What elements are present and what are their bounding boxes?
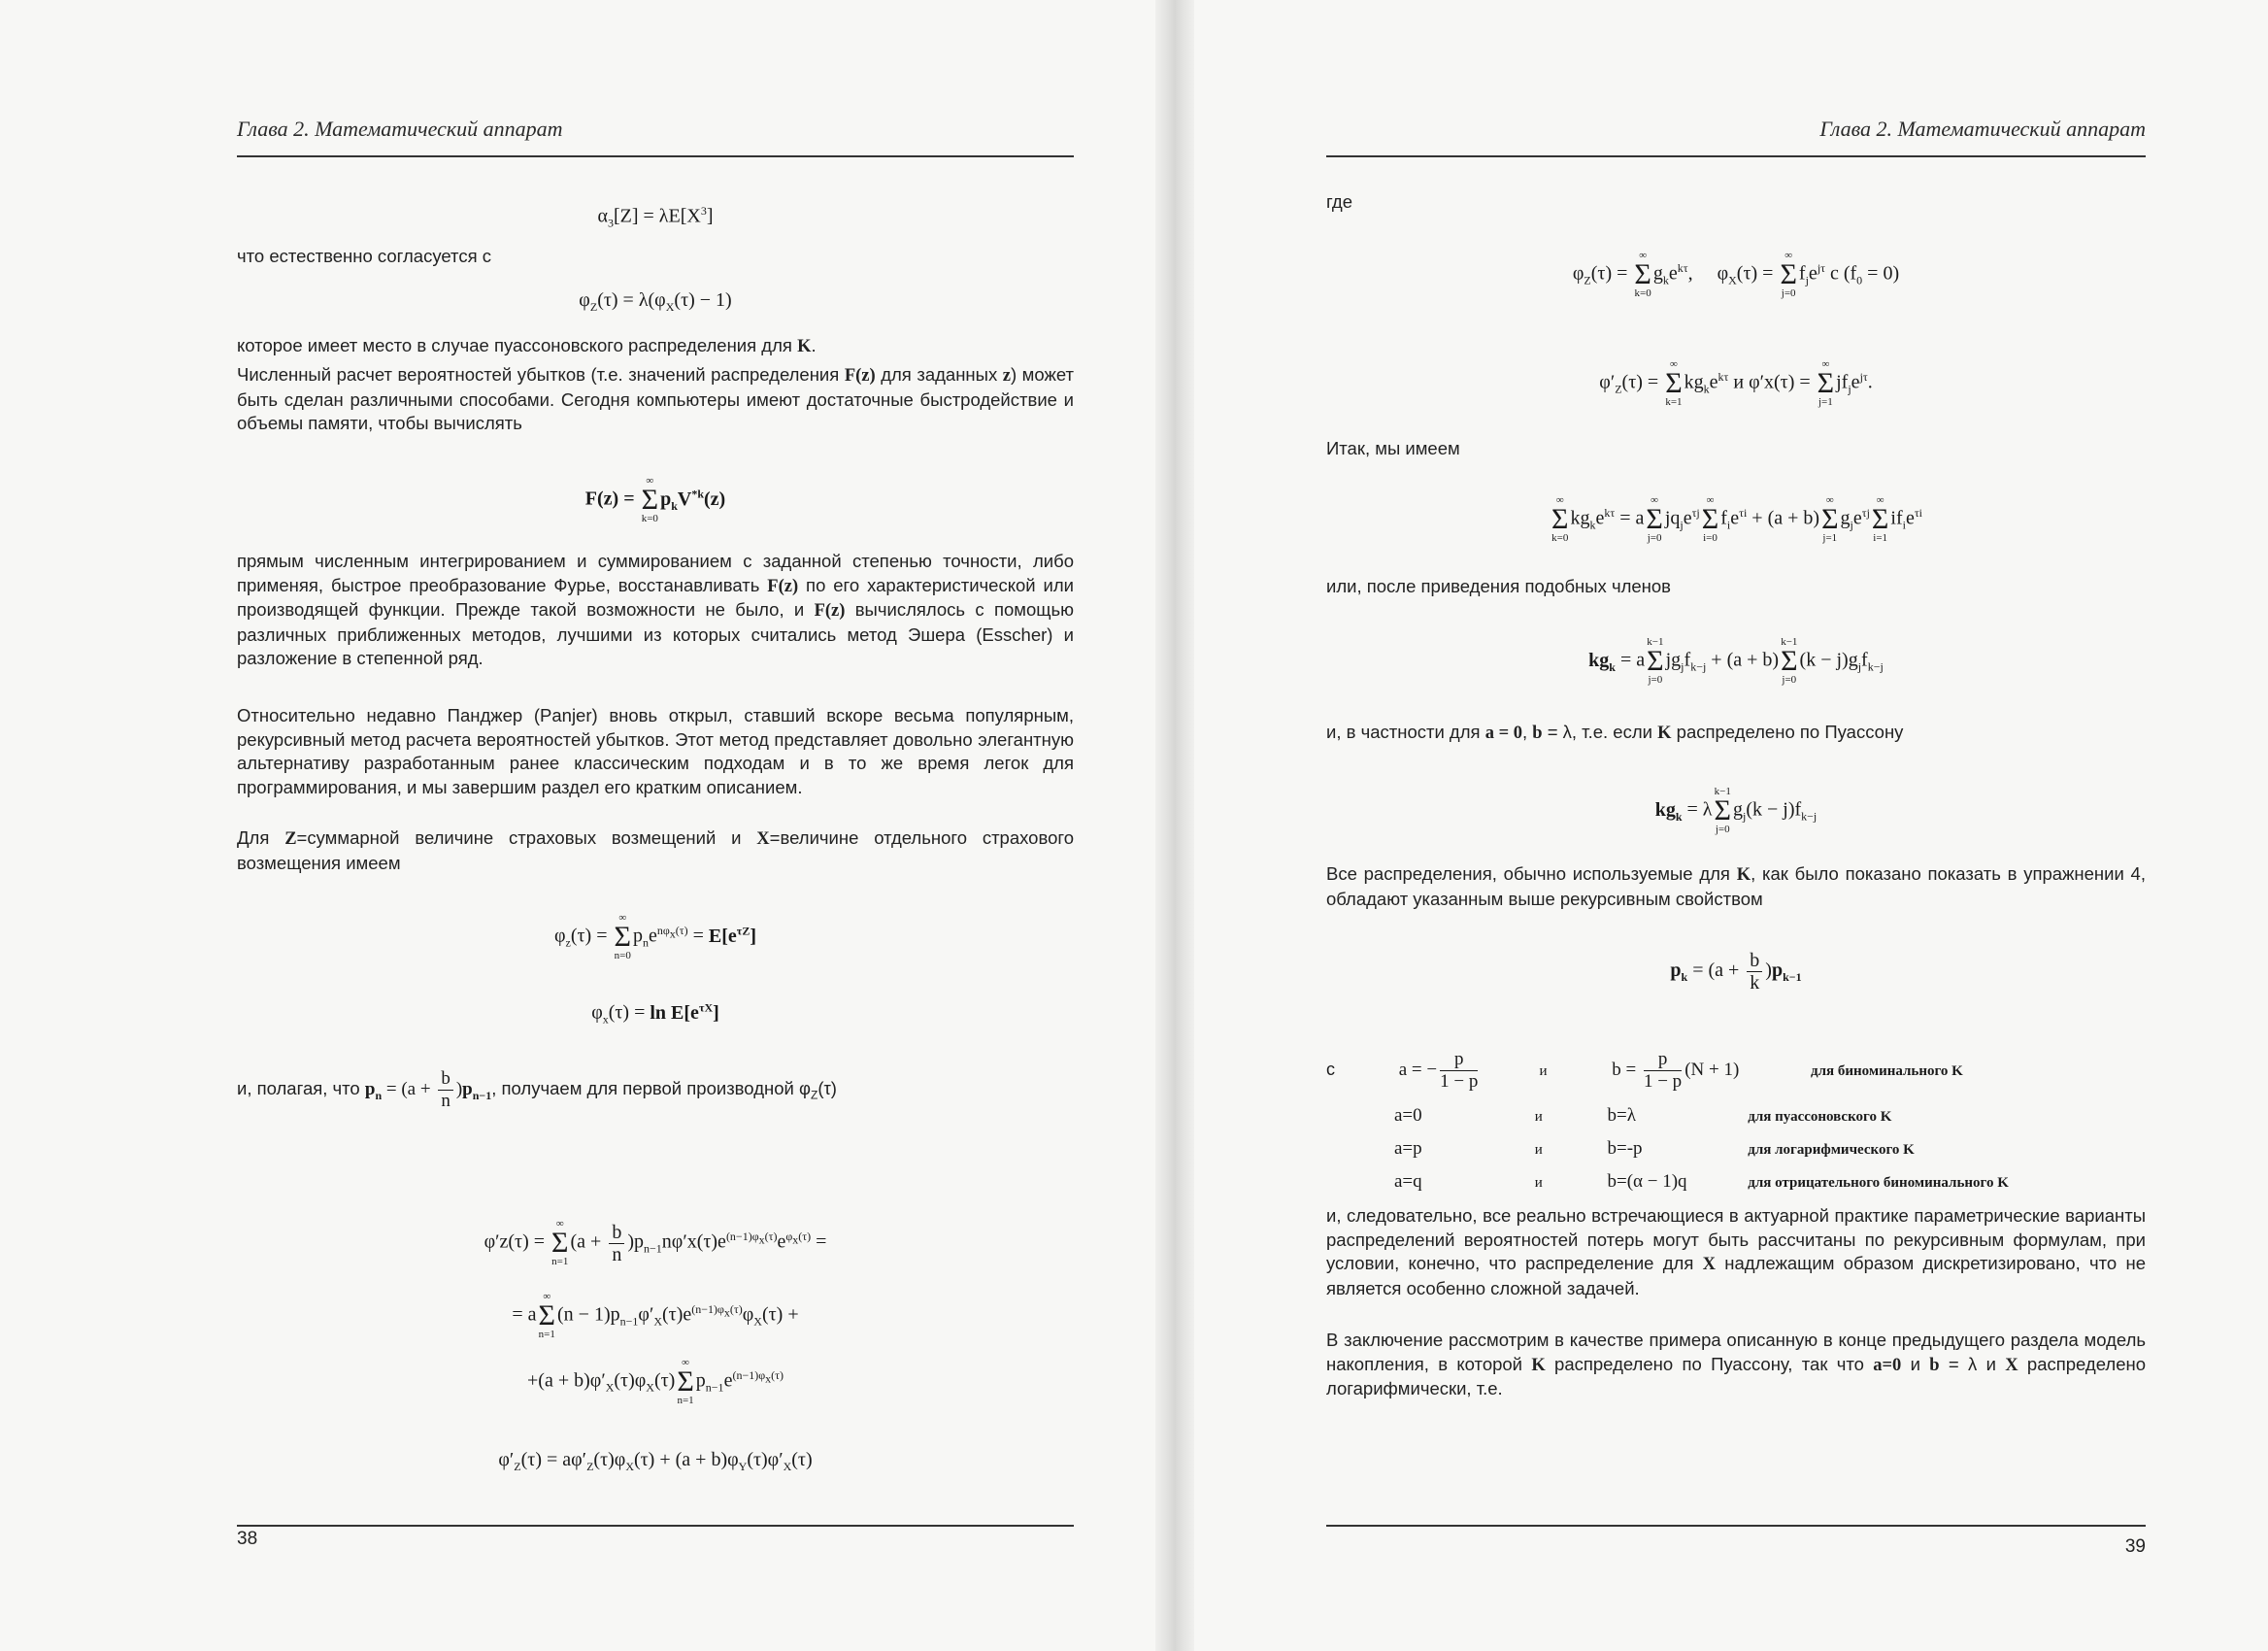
equation-recursion-poisson: $kg_k = \lambda$ k−1 Σ j=0 $g_j(k - j)f_{k-j}$	[1654, 786, 1818, 835]
equation-phi-definitions: $\varphi_Z(\tau)$ = ∞ Σ k=0 $g_ke^{k\tau}$, $\varphi_X(\tau)$ = ∞ Σ j=0 $f_je^{j\tau}$ с $(f_0 = 0)$	[1572, 250, 1900, 299]
paragraph-sum-z: Для Z=суммарной величине страховых возмещений и X=величине отдельного страхового возмещения имеем	[237, 827, 1075, 873]
page-number-right: 39	[2124, 1536, 2146, 1557]
equation-derivative-2: = a ∞ Σ n=1 $(n - 1)p_{n-1}\varphi'_X(\tau)e^{(n-1)\varphi_x(\tau)}\varphi_X(\tau)$ +	[512, 1291, 799, 1340]
table-row-poisson: a=0 и b=λ для пуассоновского K	[1394, 1105, 1892, 1126]
table-row-logarithmic: a=p и b=-p для логарифмического K	[1394, 1138, 1915, 1159]
running-head-right: Глава 2. Математический аппарат	[1819, 117, 2146, 141]
equation-phi-z-sum: $\varphi_z(\tau)$ = ∞ Σ n=0 $p_ne^{n\varphi_x(\tau)} = E[e^{\tau Z}]$	[553, 912, 757, 961]
paragraph-so-we-have: Итак, мы имеем	[1326, 438, 1460, 458]
footer-rule-left	[237, 1525, 1074, 1527]
paragraph-assuming: и, полагая, что $p_n = (a$ + $\frac{b}{n}$ )$p_{n-1}$, получаем для первой производной $\varphi_Z(\tau)$	[237, 1068, 837, 1111]
equation-phi-z: $\varphi_Z(\tau) = \lambda(\varphi_X(\tau) - 1)$	[579, 289, 732, 314]
page-number-left: 38	[237, 1529, 258, 1549]
header-rule-left	[237, 155, 1074, 157]
running-head-left: Глава 2. Математический аппарат	[237, 117, 563, 141]
equation-derivative-3: $+(a + b)\varphi'_X(\tau)\varphi_X(\tau)$ ∞ Σ n=1 $p_{n-1}e^{(n-1)\varphi_x(\tau)}$	[527, 1357, 784, 1406]
paragraph-poisson: которое имеет место в случае пуассоновского распределения для K.	[237, 335, 817, 356]
paragraph-in-particular: и, в частности для a = 0, b = λ, т.е. если K распределено по Пуассону	[1326, 722, 1904, 743]
paragraph-conclusion: В заключение рассмотрим в качестве примера описанную в конце предыдущего раздела модель накопления, в которой K распределено по Пуассону, так что a=0 и b = λ и X распределено логарифмически, т.е.	[1326, 1330, 2146, 1398]
paragraph-after-reduction: или, после приведения подобных членов	[1326, 576, 1671, 596]
equation-phi-x-ln: $\varphi_x(\tau) = \ln E[e^{\tau X}]$	[591, 1000, 719, 1027]
right-page	[1194, 0, 2268, 1651]
book-gutter	[1155, 0, 1194, 1651]
header-rule-right	[1326, 155, 2146, 157]
paragraph-panjer: Относительно недавно Панджер (Panjer) вновь открыл, ставший вскоре весьма популярным, рекурсивный метод расчета вероятностей убытков. Этот метод представляет довольно элегантную альтернативу разработанным ранее классическим подходам и в то же время легок для программирования, и мы завершим раздел его кратким описанием.	[237, 705, 1074, 797]
paragraph-consistent: что естественно согласуется с	[237, 246, 491, 266]
equation-derivative-final: $\varphi'_Z(\tau) = a\varphi'_Z(\tau)\varphi_X(\tau) + (a + b)\varphi_Y(\tau)\varphi'_X(\tau)$	[498, 1449, 813, 1473]
equation-expanded: ∞ Σ k=0 $kg_ke^{k\tau} = a$ ∞ Σ j=0 $jq_je^{\tau j}$ ∞ Σ i=0 $f_ie^{\tau i} + (a + b)$ ∞ Σ j=1 $g_je^{\tau j}$ ∞ Σ i=1 $if_ie^{\tau i}$	[1551, 494, 1922, 544]
paragraph-where: где	[1326, 191, 1353, 212]
table-row-negative-binomial: a=q и b=(α − 1)q для отрицательного биноминального K	[1394, 1171, 2009, 1192]
paragraph-all-distributions: Все распределения, обычно используемые для K, как было показано показать в упражнении 4, обладают указанным выше рекурсивным свойством	[1326, 863, 2146, 909]
equation-panjer-recursion: $p_k = (a$ + $\frac{b}{k}$ )$p_{k-1}$	[1670, 950, 1802, 994]
equation-alpha3: $\alpha_3[Z] = \lambda E[X^3]$	[597, 204, 714, 230]
table-row-binomial: с a = − $\frac{p}{1 - p}$ и b = $\frac{p}{1 - p}$ (N + 1) для биноминального K	[1326, 1049, 1963, 1092]
footer-rule-right	[1326, 1525, 2146, 1527]
paragraph-numerical: Численный расчет вероятностей убытков (т.е. значений распределения F(z) для заданных z) может быть сделан различными способами. Сегодня компьютеры имеют достаточные быстродействие и объемы памяти, чтобы вычислять	[237, 364, 1074, 433]
paragraph-integration: прямым численным интегрированием и суммированием с заданной степенью точности, либо применяя, быстрое преобразование Фурье, восстанавливать F(z) по его характеристической или производящей функции. Прежде такой возможности не было, и F(z) вычислялось с помощью различных приближенных методов, лучшими из которых считались метод Эшера (Esscher) и разложение в степенной ряд.	[237, 551, 1074, 668]
equation-derivative-1: φ′z(τ) = ∞ Σ n=1 (a + $\frac{b}{n}$ )$p_{n-1}n\varphi'x(\tau)e^{(n-1)\varphi_x(\tau)}e^{\varphi_x(\tau)}$ =	[484, 1218, 827, 1267]
equation-F-z: F(z) = ∞ Σ k=0 $p_kV^{*k}(z)$	[584, 475, 726, 524]
paragraph-consequently: и, следовательно, все реально встречающиеся в актуарной практике параметрические варианты распределений вероятностей потерь могут быть рассчитаны по рекурсивным формулам, при условии, конечно, что распределение для X надлежащим образом дискретизировано, что не является особенно сложной задачей.	[1326, 1205, 2146, 1298]
equation-recursion-general: $kg_k = a$ k−1 Σ j=0 $jg_jf_{k-j} + (a + b)$ k−1 Σ j=0 $(k - j)g_jf_{k-j}$	[1588, 636, 1884, 686]
equation-phi-derivatives: $\varphi'_Z(\tau)$ = ∞ Σ k=1 $kg_ke^{k\tau}$ и φ′x(τ) = ∞ Σ j=1 $jf_je^{j\tau}$.	[1599, 358, 1873, 408]
